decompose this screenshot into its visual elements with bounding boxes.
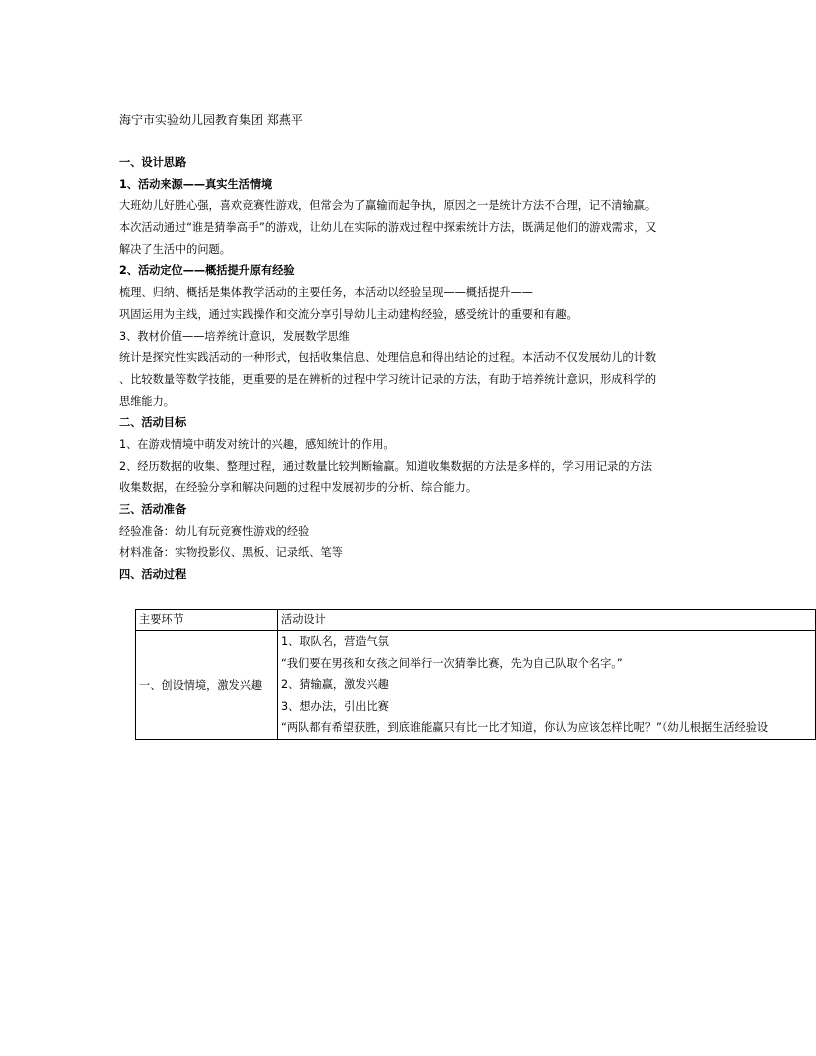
table-row: [136, 631, 816, 740]
section-heading: 三、活动准备: [119, 503, 187, 516]
section-heading: 四、活动过程: [119, 568, 187, 582]
paragraph-line: 材料准备：实物投影仪、黑板、记录纸、笔等: [119, 546, 343, 560]
paragraph-line: 大班幼儿好胜心强，喜欢竞赛性游戏，但常会为了赢输而起争执，原因之一是统计方法不合理，记不清输赢。: [119, 199, 657, 213]
paragraph-line: 经验准备：幼儿有玩竞赛性游戏的经验: [119, 524, 310, 538]
activity-table: [135, 609, 816, 740]
paragraph-line: 梳理、归纳、概括是集体教学活动的主要任务，本活动以经验呈现——概括提升——: [119, 286, 533, 300]
table-header-row: [136, 610, 816, 631]
section-heading: 1、活动来源——真实生活情境: [119, 177, 273, 191]
paragraph-line: 解决了生活中的问题。: [119, 242, 231, 256]
design-line: 2、猜输赢，激发兴趣: [281, 678, 389, 692]
paragraph-line: 1、在游戏情境中萌发对统计的兴趣，感知统计的作用。: [119, 437, 395, 451]
paragraph-line: 收集数据，在经验分享和解决问题的过程中发展初步的分析、综合能力。: [119, 481, 478, 495]
header-design: 活动设计: [278, 610, 816, 631]
paragraph-line: 、比较数量等数学技能，更重要的是在辨析的过程中学习统计记录的方法，有助于培养统计意识，形成科学的: [119, 372, 657, 386]
activity-table-wrapper: [135, 609, 816, 746]
section-heading: 2、活动定位——概括提升原有经验: [119, 264, 295, 278]
design-line: 1、取队名，营造气氛: [281, 635, 389, 648]
paragraph-line: 思维能力。: [119, 394, 175, 408]
document-body: [119, 152, 709, 586]
section-heading: 一、设计思路: [119, 156, 187, 169]
design-cell: [278, 631, 816, 740]
paragraph-line: 统计是探究性实践活动的一种形式，包括收集信息、处理信息和得出结论的过程。本活动不仅发展幼儿的计数: [119, 351, 657, 365]
header-stage: 主要环节: [136, 610, 278, 631]
paragraph-line: 2、经历数据的收集、整理过程，通过数量比较判断输赢。知道收集数据的方法是多样的，学习用记录的方法: [119, 459, 652, 473]
paragraph-line: 本次活动通过“谁是猜拳高手”的游戏，让幼儿在实际的游戏过程中探索统计方法，既满足他们的游戏需求，又: [119, 221, 657, 235]
stage-cell: 一、创设情境，激发兴趣: [136, 631, 278, 740]
section-heading: 二、活动目标: [119, 416, 187, 430]
design-line: “我们要在男孩和女孩之间举行一次猜拳比赛，先为自己队取个名字。”: [281, 656, 623, 670]
paragraph-line: 巩固运用为主线，通过实践操作和交流分享引导幼儿主动建构经验，感受统计的重要和有趣。: [119, 307, 578, 321]
author-line: 海宁市实验幼儿园教育集团 郑燕平: [119, 113, 303, 127]
design-line: 3、想办法，引出比赛: [281, 699, 389, 713]
design-line: “两队都有希望获胜，到底谁能赢只有比一比才知道，你认为应该怎样比呢？”（幼儿根据生活经验设: [281, 721, 769, 735]
paragraph-line: 3、教材价值——培养统计意识，发展数学思维: [119, 329, 350, 343]
